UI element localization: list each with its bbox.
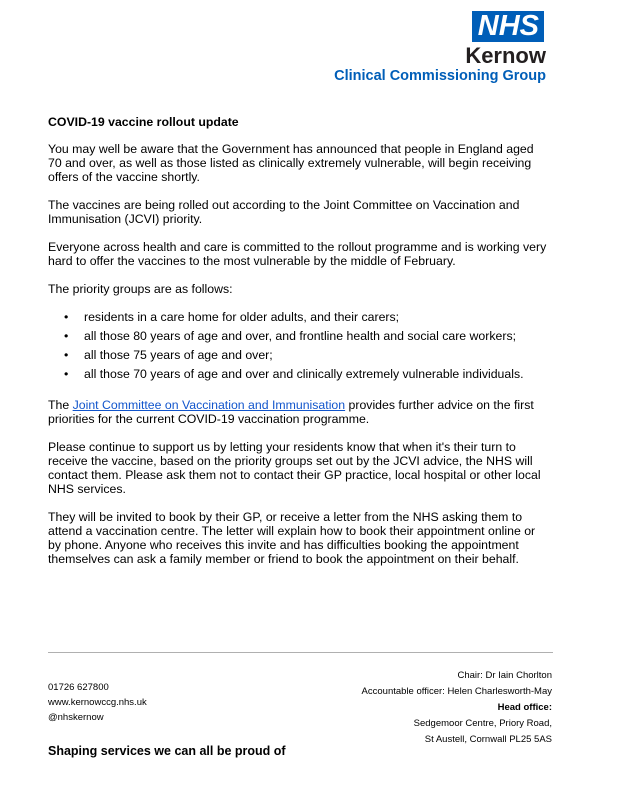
nhs-logo-mark: NHS: [472, 11, 544, 42]
footer-chair: Chair: Dr Iain Chorlton: [457, 670, 552, 681]
paragraph-5-tail: provides further advice on the first priorities for the current COVID-19 vaccination programme.: [48, 398, 534, 426]
logo-org-subtitle: Clinical Commissioning Group: [334, 68, 546, 84]
footer-accountable-officer: Accountable officer: Helen Charlesworth-May: [361, 686, 552, 697]
list-item: • residents in a care home for older adults, and their carers;: [48, 310, 548, 324]
paragraph-3: Everyone across health and care is committed to the rollout programme and is working very hard to offer the vaccines to the most vulnerable by the middle of February.: [48, 240, 547, 268]
paragraph-6: Please continue to support us by letting your residents know that when it's their turn to receive the vaccine, based on the priority groups set out by the JCVI advice, the NHS will contact them. Please ask them not to contact their GP practice, local hospital or other local NHS services.: [48, 440, 541, 496]
footer-officers: [362, 668, 552, 748]
footer-address-line-2: St Austell, Cornwall PL25 5AS: [424, 734, 552, 745]
jcvi-link[interactable]: Joint Committee on Vaccination and Immunisation: [72, 398, 346, 412]
paragraph-4: The priority groups are as follows:: [48, 282, 233, 296]
logo-org-name: Kernow: [465, 43, 546, 68]
footer-website: www.kernowccg.nhs.uk: [48, 697, 147, 708]
footer-contact: [48, 680, 147, 725]
footer-head-office-label: Head office:: [497, 702, 552, 713]
paragraph-1: You may well be aware that the Government has announced that people in England aged 70 and over, as well as those listed as clinically extremely vulnerable, will begin receiving offers of the vaccine shortly.: [48, 142, 534, 184]
letter-body: [48, 115, 548, 580]
footer-tagline: Shaping services we can all be proud of: [48, 744, 286, 758]
list-item: • all those 80 years of age and over, and frontline health and social care workers;: [48, 329, 548, 343]
list-item: • all those 75 years of age and over;: [48, 348, 548, 362]
footer-address-line-1: Sedgemoor Centre, Priory Road,: [413, 718, 552, 729]
footer-twitter: @nhskernow: [48, 712, 104, 723]
letter-title: COVID-19 vaccine rollout update: [48, 115, 239, 129]
list-item: • all those 70 years of age and over and clinically extremely vulnerable individuals.: [48, 367, 548, 381]
paragraph-5-lead: The: [48, 398, 73, 412]
priority-groups-list: [48, 310, 548, 381]
footer-phone: 01726 627800: [48, 682, 109, 693]
nhs-kernow-logo: [334, 11, 544, 85]
paragraph-5: [48, 398, 548, 426]
paragraph-2: The vaccines are being rolled out according to the Joint Committee on Vaccination and Immunisation (JCVI) priority.: [48, 198, 520, 226]
paragraph-7: They will be invited to book by their GP, or receive a letter from the NHS asking them to attend a vaccination centre. The letter will explain how to book their appointment online or by phone. Anyone who receives this invite and has difficulties booking the appointment themselves can ask a family member or friend to book the appointment on their behalf.: [48, 510, 536, 566]
footer-divider: [48, 652, 553, 653]
